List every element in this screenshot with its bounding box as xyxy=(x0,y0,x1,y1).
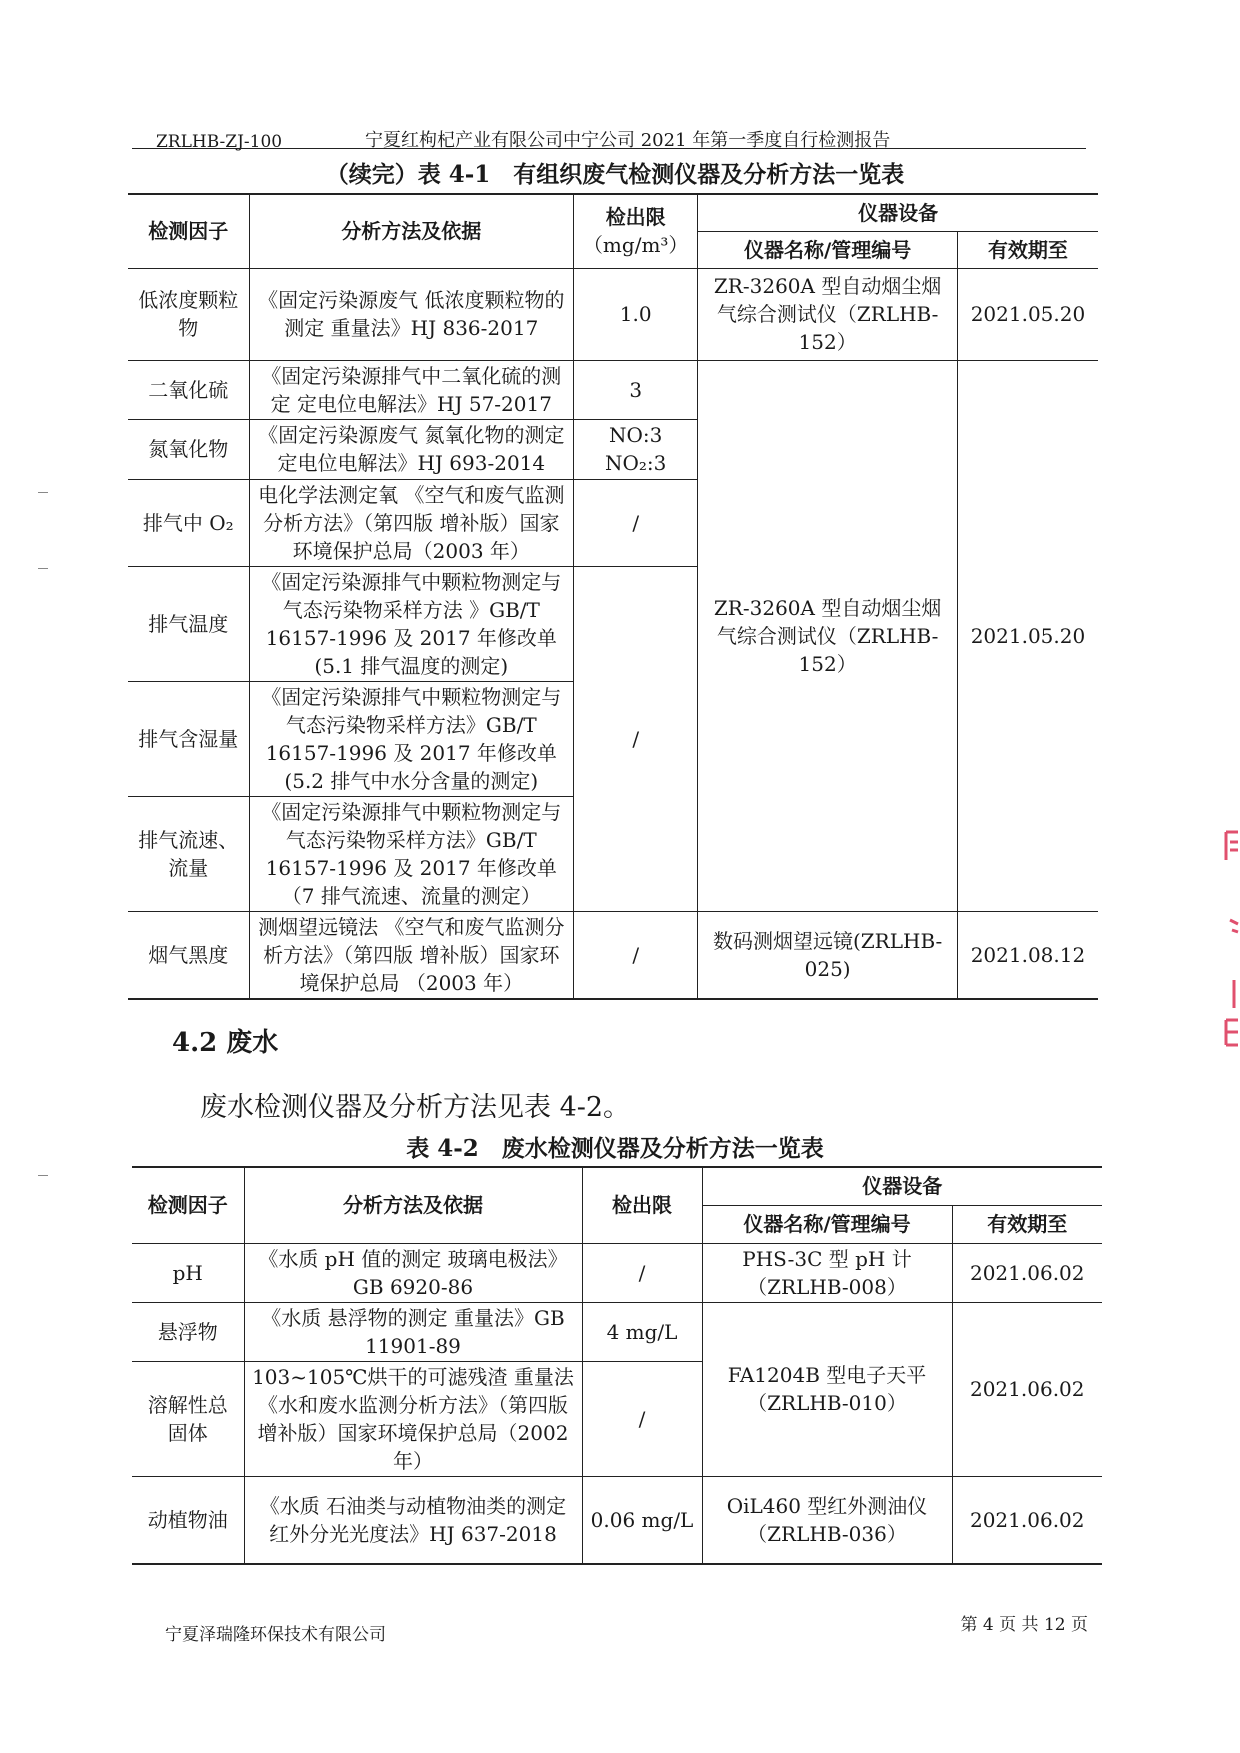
col-limit: 检出限 xyxy=(582,1167,702,1243)
footer-page: 第 4 页 共 12 页 xyxy=(960,1615,1088,1635)
table-row: 溶解性总固体 103~105℃烘干的可滤残渣 重量法《水和废水监测分析方法》（第四版 增补版）国家环境保护总局（2002 年） / xyxy=(132,1361,1102,1476)
col-factor: 检测因子 xyxy=(128,194,249,268)
report-code: ZRLHB-ZJ-100 xyxy=(156,132,283,152)
col-limit: 检出限 （mg/m³） xyxy=(574,194,698,268)
merged-instrument-cell: FA1204B 型电子天平（ZRLHB-010） xyxy=(702,1302,952,1476)
footer-company: 宁夏泽瑞隆环保技术有限公司 xyxy=(165,1625,386,1645)
table2-caption: 表 4-2 废水检测仪器及分析方法一览表 xyxy=(406,1135,824,1162)
table-row: pH 《水质 pH 值的测定 玻璃电极法》GB 6920-86 / PHS-3C 型 pH 计（ZRLHB-008） 2021.06.02 xyxy=(132,1243,1102,1302)
col-instrument: 仪器名称/管理编号 xyxy=(702,1205,952,1243)
table-row: 烟气黑度 测烟望远镜法 《空气和废气监测分析方法》（第四版 增补版）国家环境保护总局 （2003 年） / 数码测烟望远镜(ZRLHB-025) 2021.08.12 xyxy=(128,911,1098,999)
col-valid: 有效期至 xyxy=(952,1205,1102,1243)
col-method: 分析方法及依据 xyxy=(244,1167,582,1243)
scan-mark xyxy=(38,492,48,493)
header-rule xyxy=(132,148,1086,149)
merged-instrument-cell: ZR-3260A 型自动烟尘烟气综合测试仪（ZRLHB-152） xyxy=(698,360,958,911)
table1-caption: （续完）表 4-1 有组织废气检测仪器及分析方法一览表 xyxy=(325,161,905,188)
table-row: 排气含湿量 《固定污染源排气中颗粒物测定与气态污染物采样方法》GB/T 16157-1996 及 2017 年修改单(5.2 排气中水分含量的测定) xyxy=(128,681,1098,796)
scan-mark xyxy=(38,568,48,569)
report-title: 宁夏红枸杞产业有限公司中宁公司 2021 年第一季度自行检测报告 xyxy=(365,130,891,151)
col-method: 分析方法及依据 xyxy=(249,194,573,268)
table-row: 排气流速、流量 《固定污染源排气中颗粒物测定与气态污染物采样方法》GB/T 16157-1996 及 2017 年修改单（7 排气流速、流量的测定） xyxy=(128,796,1098,911)
table-row: 二氧化硫 《固定污染源排气中二氧化硫的测定 定电位电解法》HJ 57-2017 3 ZR-3260A 型自动烟尘烟气综合测试仪（ZRLHB-152） 2021.05.20 xyxy=(128,360,1098,419)
table-row: 氮氧化物 《固定污染源废气 氮氧化物的测定 定电位电解法》HJ 693-2014 NO:3 NO₂:3 xyxy=(128,419,1098,479)
wastewater-table xyxy=(132,1166,1102,1565)
col-instrument: 仪器名称/管理编号 xyxy=(698,231,958,268)
merged-limit-cell: / xyxy=(574,566,698,911)
table-row: 动植物油 《水质 石油类与动植物油类的测定 红外分光光度法》HJ 637-2018 0.06 mg/L OiL460 型红外测油仪（ZRLHB-036） 2021.06.02 xyxy=(132,1476,1102,1564)
table-row: 排气温度 《固定污染源排气中颗粒物测定与气态污染物采样方法 》GB/T 16157-1996 及 2017 年修改单(5.1 排气温度的测定) / xyxy=(128,566,1098,681)
exhaust-gas-table xyxy=(128,193,1098,1000)
table-row: 悬浮物 《水质 悬浮物的测定 重量法》GB 11901-89 4 mg/L FA1204B 型电子天平（ZRLHB-010） 2021.06.02 xyxy=(132,1302,1102,1361)
seal-stamp-fragment xyxy=(1216,820,1240,1050)
scan-mark xyxy=(38,1175,48,1176)
merged-valid-cell: 2021.06.02 xyxy=(952,1302,1102,1476)
table-row: 排气中 O₂ 电化学法测定氧 《空气和废气监测分析方法》（第四版 增补版）国家环境保护总局（2003 年） / xyxy=(128,479,1098,566)
table-row: 低浓度颗粒物 《固定污染源废气 低浓度颗粒物的测定 重量法》HJ 836-2017 1.0 ZR-3260A 型自动烟尘烟气综合测试仪（ZRLHB-152） 2021.05.20 xyxy=(128,268,1098,360)
col-equipment: 仪器设备 xyxy=(698,194,1098,231)
section-heading: 4.2 废水 xyxy=(172,1028,279,1058)
col-valid: 有效期至 xyxy=(957,231,1098,268)
col-equipment: 仪器设备 xyxy=(702,1167,1102,1205)
merged-valid-cell: 2021.05.20 xyxy=(957,360,1098,911)
section-paragraph: 废水检测仪器及分析方法见表 4-2。 xyxy=(200,1092,631,1123)
col-factor: 检测因子 xyxy=(132,1167,244,1243)
